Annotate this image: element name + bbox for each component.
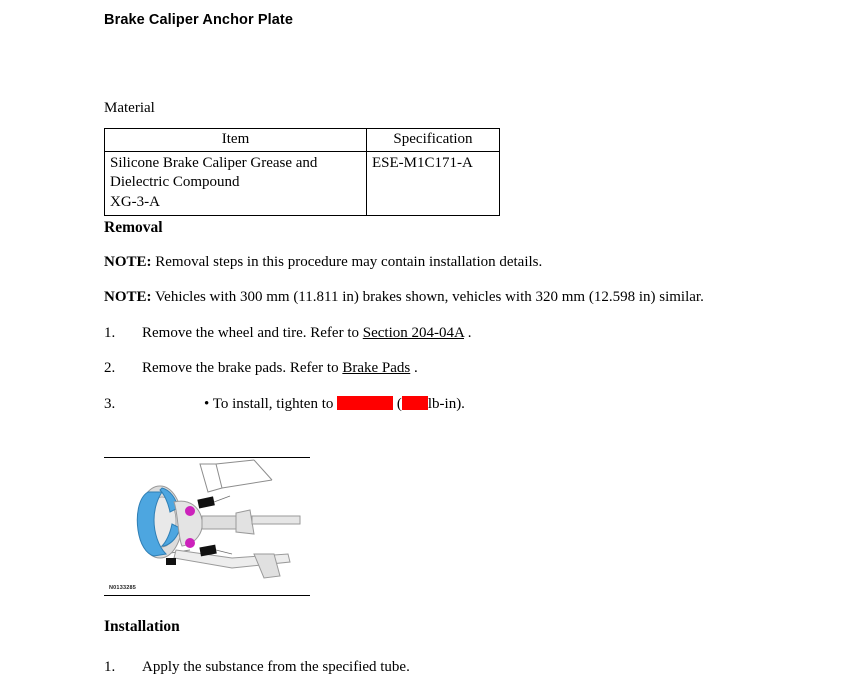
step-text: Apply the substance from the specified tube.: [142, 659, 410, 675]
material-specification-table: [104, 128, 500, 216]
table-header-item: Item: [105, 129, 367, 152]
document-body: [104, 12, 804, 414]
step-number: 2.: [104, 360, 116, 377]
section-heading-installation: Installation: [104, 618, 180, 635]
section-link-204-04a[interactable]: Section 204-04A: [362, 324, 465, 341]
step-number: 1.: [104, 659, 116, 675]
item-line-2: Dielectric Compound: [110, 174, 240, 191]
step-text-before: Remove the brake pads. Refer to: [142, 360, 343, 377]
figure-caption: N0133285: [109, 585, 136, 591]
table-header-row: [105, 129, 500, 152]
redacted-secondary-value: [402, 396, 428, 410]
table-row: [105, 152, 500, 216]
installation-step-1: [104, 659, 742, 676]
section-heading-removal: Removal: [104, 218, 163, 236]
section-link-brake-pads[interactable]: Brake Pads: [342, 360, 411, 377]
note-text: Vehicles with 300 mm (11.811 in) brakes shown, vehicles with 320 mm (12.598 in) similar.: [151, 289, 704, 306]
step-text-before: Remove the wheel and tire. Refer to: [142, 324, 363, 341]
note-removal-steps: [104, 253, 804, 273]
figure-brake-caliper-anchor-plate: [104, 457, 310, 596]
step-text-after: .: [410, 360, 418, 377]
table-header-specification: Specification: [367, 129, 500, 152]
list-item: [104, 359, 804, 379]
page-title: Brake Caliper Anchor Plate: [104, 12, 294, 28]
bullet-icon: •: [204, 395, 210, 412]
table-cell-item: [105, 152, 367, 216]
table-cell-specification: ESE-M1C171-A: [367, 152, 500, 216]
redacted-torque-value: [337, 396, 393, 410]
material-label: Material: [104, 100, 155, 116]
step-number: 1.: [104, 324, 116, 341]
removal-steps-list: [104, 324, 804, 415]
item-line-3: XG-3-A: [110, 193, 160, 210]
step-text-after: .: [464, 324, 472, 341]
note-vehicle-variants: [104, 288, 804, 308]
sub-text-before: To install, tighten to: [212, 395, 338, 412]
note-text: Removal steps in this procedure may contain installation details.: [151, 253, 543, 270]
sub-text-middle: (: [393, 395, 402, 412]
suspension-illustration: [104, 458, 310, 595]
note-label: NOTE:: [104, 289, 152, 306]
sub-text-after: lb-in).: [427, 395, 465, 412]
list-item: [104, 324, 804, 344]
list-item: [104, 395, 804, 415]
item-line-1: Silicone Brake Caliper Grease and: [110, 155, 318, 172]
note-label: NOTE:: [104, 253, 152, 270]
step-number: 3.: [104, 395, 116, 412]
sub-bullet-item: [204, 395, 465, 415]
